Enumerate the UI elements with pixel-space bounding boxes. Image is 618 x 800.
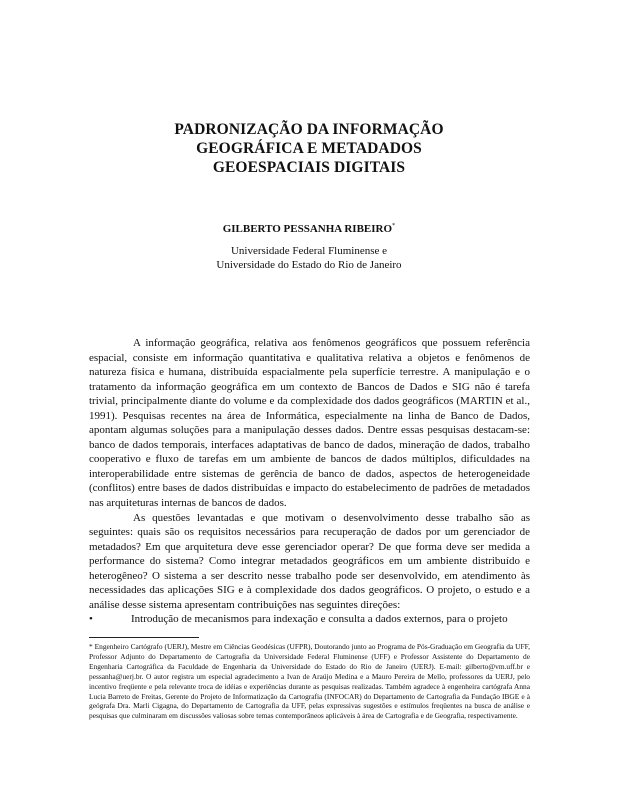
footnote-mark: * (89, 642, 93, 651)
affiliation-line-2: Universidade do Estado do Rio de Janeiro (216, 259, 402, 271)
paper-title (0, 120, 618, 177)
footnote-text: Engenheiro Cartógrafo (UERJ), Mestre em Ciências Geodésicas (UFPR), Doutorando junto ao Programa de Pós-Graduação em Geografia da UFF, Professor Adjunto do Departamento de Cartografia da Universidade Federal Fluminense (UFF) e Professor Assistente do Departamento de Engenharia Cartográfica da Faculdade de Engenharia da Universidade do Estado do Rio de Janeiro (UERJ). E-mail: gilberto@vm.uff.br e pessanha@uerj.br. O autor registra um especial agradecimento a Ivan de Araújo Medina e a Mauro Pereira de Mello, professores da UERJ, pelo incentivo freqüente e pela relevante troca de idéias e experiências durante as pesquisas realizadas. Também agradece à engenheira cartógrafa Anna Lucia Barreto de Freitas, Gerente do Projeto de Informatização da Cartografia (INFOCAR) do Departamento de Cartografia da Fundação IBGE e à geógrafa Dra. Marli Cigagna, do Departamento de Cartografia da UFF, pelas expressivas sugestões e estímulos freqüentes na busca de análise e pesquisas que culminaram em discussões valiosas sobre temas contemporâneos aplicáveis à área de Cartografia e de Geografia, respectivamente. (89, 642, 530, 721)
bullet-text: Introdução de mecanismos para indexação e consulta a dados externos, para o projeto (131, 613, 508, 626)
title-line-2: GEOGRÁFICA E METADADOS (196, 140, 422, 157)
affiliation-line-1: Universidade Federal Fluminense e (230, 245, 388, 257)
footnote (89, 642, 530, 721)
title-line-1: PADRONIZAÇÃO DA INFORMAÇÃO (174, 121, 444, 138)
author-name: GILBERTO PESSANHA RIBEIRO (222, 223, 393, 235)
bullet-item (89, 612, 530, 627)
paragraph-1: A informação geográfica, relativa aos fenômenos geográficos que possuem referência espacial, consiste em informação quantitativa e qualitativa relativa a objetos e fenômenos de natureza física e humana, distribuída espacialmente pela superfície terrestre. A manipulação e o tratamento da informação geográfica em um contexto de Bancos de Dados e SIG não é tarefa trivial, principalmente diante do volume e da complexidade dos dados geográficos (MARTIN et al., 1991). Pesquisas recentes na área de Informática, especialmente na linha de Banco de Dados, apontam algumas soluções para a manipulação desses dados. Dentre essas pesquisas destacam-se: banco de dados temporais, interfaces adaptativas de banco de dados, mineração de dados, trabalho cooperativo e fluxo de tarefas em um ambiente de bancos de dados múltiplos, dificuldades na interoperabilidade entre sistemas de gerência de banco de dados, aspectos de heterogeneidade (conflitos) entre bases de dados distribuídas e impacto do estabelecimento de padrões de metadados nas arquiteturas internas de bancos de dados. (89, 337, 530, 510)
author-line (0, 219, 618, 236)
author-footnote-mark: * (392, 222, 396, 229)
paragraph-2: As questões levantadas e que motivam o desenvolvimento desse trabalho são as seguintes: quais são os requisitos necessários para recuperação de dados por um gerenciador de metadados? Em que arquitetura deve esse gerenciador operar? De que forma deve ser medida a performance do sistema? Como integrar metadados geográficos em um ambiente distribuído e heterogêneo? O sistema a ser descrito nesse trabalho pode ser desenvolvido, em atendimento às necessidades das aplicações SIG e à complexidade dos dados geográficos. O projeto, o estudo e a análise desse sistema apresentam contribuições nas seguintes direções: (89, 511, 530, 611)
title-line-3: GEOESPACIAIS DIGITAIS (212, 159, 406, 176)
footnote-divider (89, 637, 199, 638)
bullet-symbol: • (89, 613, 93, 626)
affiliations (0, 244, 618, 272)
body-text (89, 336, 530, 627)
